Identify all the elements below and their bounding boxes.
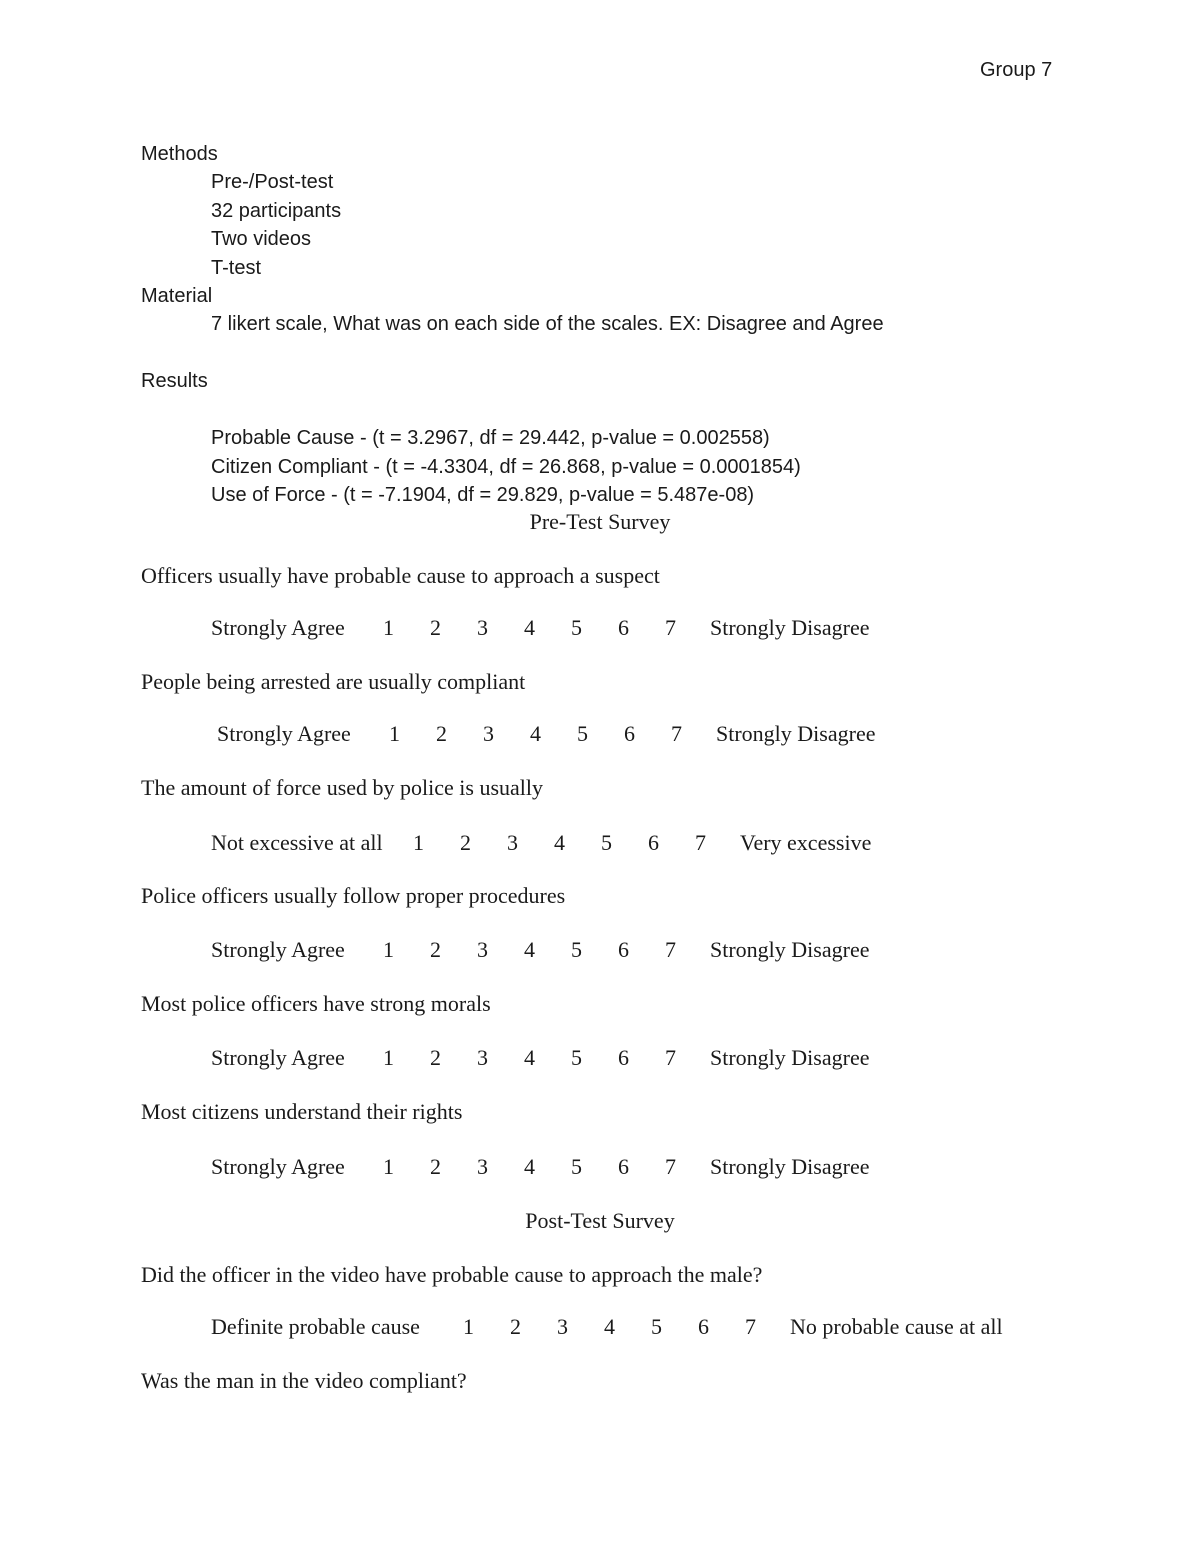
scale-point: 2 — [430, 937, 441, 962]
survey-question: People being arrested are usually compliant — [141, 669, 526, 694]
scale-point: 7 — [671, 721, 682, 746]
scale-point: 5 — [601, 830, 612, 855]
scale-right-anchor: No probable cause at all — [790, 1314, 1003, 1339]
likert-scale — [211, 1047, 869, 1069]
scale-point: 4 — [524, 1154, 535, 1179]
scale-point: 1 — [389, 721, 400, 746]
scale-point: 6 — [618, 937, 629, 962]
scale-left-anchor: Strongly Agree — [211, 615, 345, 640]
scale-left-anchor: Strongly Agree — [217, 721, 351, 746]
scale-point: 1 — [383, 1045, 394, 1070]
running-head: Group 7 — [980, 59, 1053, 81]
scale-right-anchor: Very excessive — [740, 830, 872, 855]
results-heading: Results — [141, 370, 208, 392]
scale-point: 3 — [477, 615, 488, 640]
methods-heading: Methods — [141, 143, 218, 165]
scale-right-anchor: Strongly Disagree — [710, 615, 870, 640]
scale-point: 1 — [383, 615, 394, 640]
scale-point: 1 — [463, 1314, 474, 1339]
likert-scale — [211, 617, 869, 639]
methods-item: Two videos — [211, 228, 312, 250]
scale-point: 7 — [665, 937, 676, 962]
scale-point: 2 — [430, 1045, 441, 1070]
scale-point: 6 — [624, 721, 635, 746]
scale-point: 5 — [577, 721, 588, 746]
scale-point: 7 — [695, 830, 706, 855]
scale-point: 5 — [571, 1045, 582, 1070]
scale-point: 3 — [477, 1045, 488, 1070]
survey-question: The amount of force used by police is usually — [141, 775, 544, 800]
scale-point: 1 — [383, 1154, 394, 1179]
post-test-title: Post-Test Survey — [525, 1208, 675, 1233]
scale-point: 1 — [383, 937, 394, 962]
scale-point: 2 — [460, 830, 471, 855]
pre-test-title: Pre-Test Survey — [529, 509, 671, 534]
scale-point: 4 — [554, 830, 565, 855]
scale-point: 7 — [745, 1314, 756, 1339]
survey-question: Most citizens understand their rights — [141, 1099, 463, 1124]
methods-item: Pre-/Post-test — [211, 171, 334, 193]
scale-point: 4 — [524, 937, 535, 962]
result-line: Probable Cause - (t = 3.2967, df = 29.442, p-value = 0.002558) — [211, 427, 770, 449]
scale-left-anchor: Strongly Agree — [211, 937, 345, 962]
survey-question: Most police officers have strong morals — [141, 991, 491, 1016]
survey-question: Police officers usually follow proper procedures — [141, 883, 566, 908]
methods-item: T-test — [211, 257, 262, 279]
survey-question: Was the man in the video compliant? — [141, 1368, 467, 1393]
scale-point: 4 — [524, 615, 535, 640]
scale-point: 5 — [571, 1154, 582, 1179]
scale-point: 3 — [477, 937, 488, 962]
scale-point: 4 — [524, 1045, 535, 1070]
scale-point: 3 — [507, 830, 518, 855]
scale-point: 2 — [510, 1314, 521, 1339]
likert-scale — [217, 723, 875, 745]
scale-point: 6 — [618, 1154, 629, 1179]
methods-item: 32 participants — [211, 200, 342, 222]
scale-point: 4 — [530, 721, 541, 746]
scale-point: 4 — [604, 1314, 615, 1339]
result-line: Use of Force - (t = -7.1904, df = 29.829, p-value = 5.487e-08) — [211, 484, 755, 506]
likert-scale — [211, 1156, 869, 1178]
scale-point: 5 — [651, 1314, 662, 1339]
scale-left-anchor: Strongly Agree — [211, 1154, 345, 1179]
survey-question: Officers usually have probable cause to approach a suspect — [141, 563, 660, 588]
scale-left-anchor: Definite probable cause — [211, 1314, 420, 1339]
scale-point: 5 — [571, 937, 582, 962]
material-text: 7 likert scale, What was on each side of the scales. EX: Disagree and Agree — [211, 313, 884, 335]
scale-left-anchor: Strongly Agree — [211, 1045, 345, 1070]
likert-scale — [211, 939, 869, 961]
scale-left-anchor: Not excessive at all — [211, 830, 383, 855]
scale-point: 6 — [648, 830, 659, 855]
scale-right-anchor: Strongly Disagree — [710, 1045, 870, 1070]
scale-right-anchor: Strongly Disagree — [716, 721, 876, 746]
scale-point: 6 — [698, 1314, 709, 1339]
scale-point: 6 — [618, 615, 629, 640]
scale-point: 3 — [483, 721, 494, 746]
result-line: Citizen Compliant - (t = -4.3304, df = 26.868, p-value = 0.0001854) — [211, 456, 801, 478]
scale-point: 7 — [665, 1045, 676, 1070]
scale-point: 3 — [557, 1314, 568, 1339]
material-heading: Material — [141, 285, 213, 307]
scale-point: 6 — [618, 1045, 629, 1070]
scale-point: 2 — [430, 615, 441, 640]
scale-right-anchor: Strongly Disagree — [710, 1154, 870, 1179]
scale-point: 2 — [430, 1154, 441, 1179]
likert-scale — [211, 832, 871, 854]
scale-right-anchor: Strongly Disagree — [710, 937, 870, 962]
scale-point: 7 — [665, 615, 676, 640]
scale-point: 3 — [477, 1154, 488, 1179]
survey-question: Did the officer in the video have probable cause to approach the male? — [141, 1262, 763, 1287]
likert-scale — [211, 1316, 1003, 1338]
scale-point: 2 — [436, 721, 447, 746]
scale-point: 7 — [665, 1154, 676, 1179]
scale-point: 5 — [571, 615, 582, 640]
scale-point: 1 — [413, 830, 424, 855]
